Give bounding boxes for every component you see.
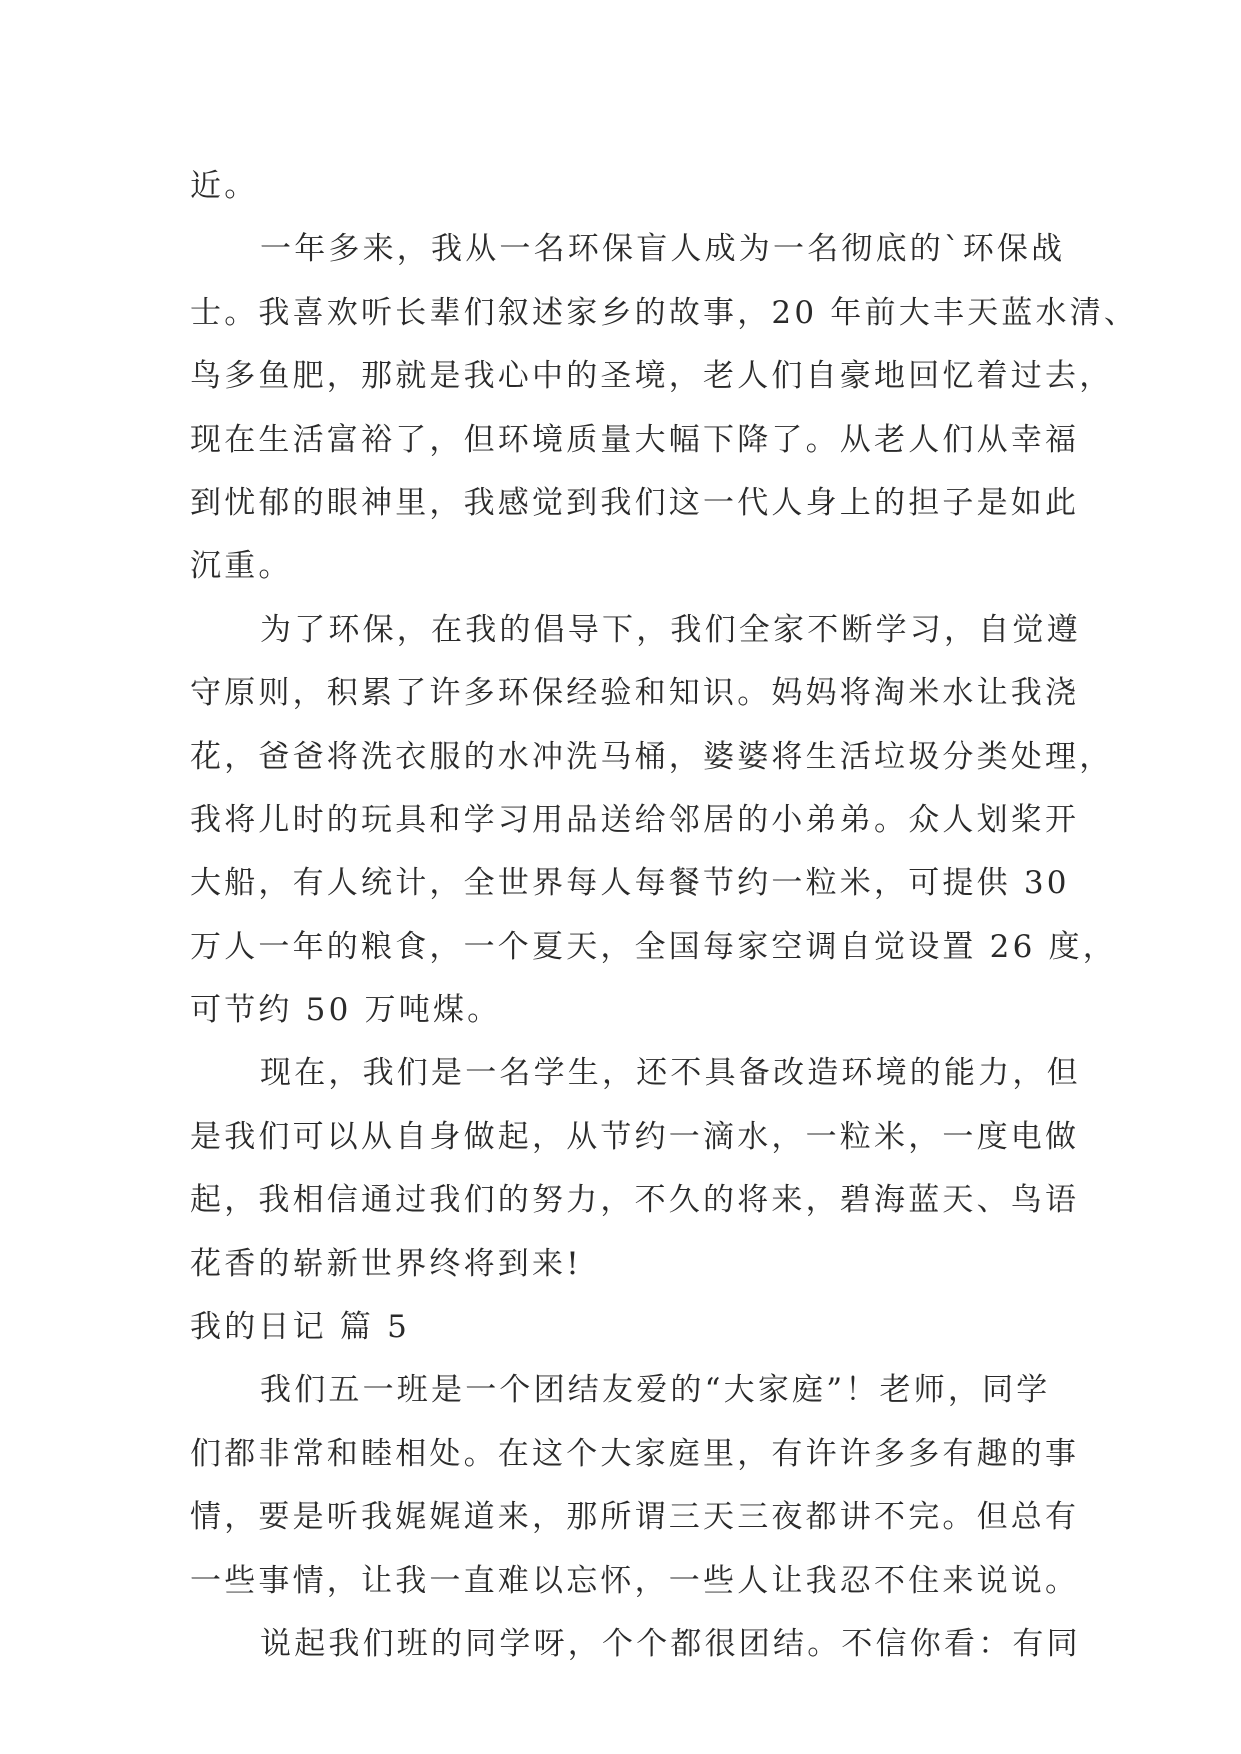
text-line: 情，要是听我娓娓道来，那所谓三天三夜都讲不完。但总有 — [190, 1499, 1080, 1536]
paragraph-first-line: 一年多来，我从一名环保盲人成为一名彻底的`环保战 — [260, 231, 1066, 268]
text-line: 沉重。 — [190, 548, 293, 585]
text-line: 到忧郁的眼神里，我感觉到我们这一代人身上的担子是如此 — [190, 484, 1080, 521]
paragraph-first-line: 我们五一班是一个团结友爱的“大家庭”！老师，同学 — [260, 1372, 1051, 1409]
text-line: 现在生活富裕了，但环境质量大幅下降了。从老人们从幸福 — [190, 421, 1080, 458]
section-heading: 我的日记 篇 5 — [190, 1309, 411, 1346]
text-line: 近。 — [190, 168, 259, 204]
text-line: 起，我相信通过我们的努力，不久的将来，碧海蓝天、鸟语 — [190, 1182, 1080, 1219]
text-line: 我将儿时的玩具和学习用品送给邻居的小弟弟。众人划桨开 — [190, 801, 1080, 838]
document-body — [190, 155, 1139, 1676]
text-line: 士。我喜欢听长辈们叙述家乡的故事，20 年前大丰天蓝水清、 — [190, 294, 1139, 331]
text-line: 守原则，积累了许多环保经验和知识。妈妈将淘米水让我浇 — [190, 675, 1080, 712]
text-line: 大船，有人统计，全世界每人每餐节约一粒米，可提供 30 — [190, 865, 1070, 902]
paragraph-first-line: 为了环保，在我的倡导下，我们全家不断学习，自觉遵 — [260, 611, 1081, 648]
text-line: 们都非常和睦相处。在这个大家庭里，有许许多多有趣的事 — [190, 1435, 1080, 1472]
text-line: 是我们可以从自身做起，从节约一滴水，一粒米，一度电做 — [190, 1118, 1080, 1155]
text-line: 花，爸爸将洗衣服的水冲洗马桶，婆婆将生活垃圾分类处理， — [190, 738, 1114, 775]
text-line: 花香的崭新世界终将到来! — [190, 1245, 582, 1282]
text-line: 可节约 50 万吨煤。 — [190, 992, 502, 1029]
paragraph-first-line: 现在，我们是一名学生，还不具备改造环境的能力，但 — [260, 1055, 1081, 1092]
text-line: 万人一年的粮食，一个夏天，全国每家空调自觉设置 26 度， — [190, 928, 1117, 965]
text-line: 鸟多鱼肥，那就是我心中的圣境，老人们自豪地回忆着过去， — [190, 358, 1114, 395]
paragraph-first-line: 说起我们班的同学呀，个个都很团结。不信你看：有同 — [260, 1625, 1081, 1662]
text-line: 一些事情，让我一直难以忘怀，一些人让我忍不住来说说。 — [190, 1562, 1080, 1599]
